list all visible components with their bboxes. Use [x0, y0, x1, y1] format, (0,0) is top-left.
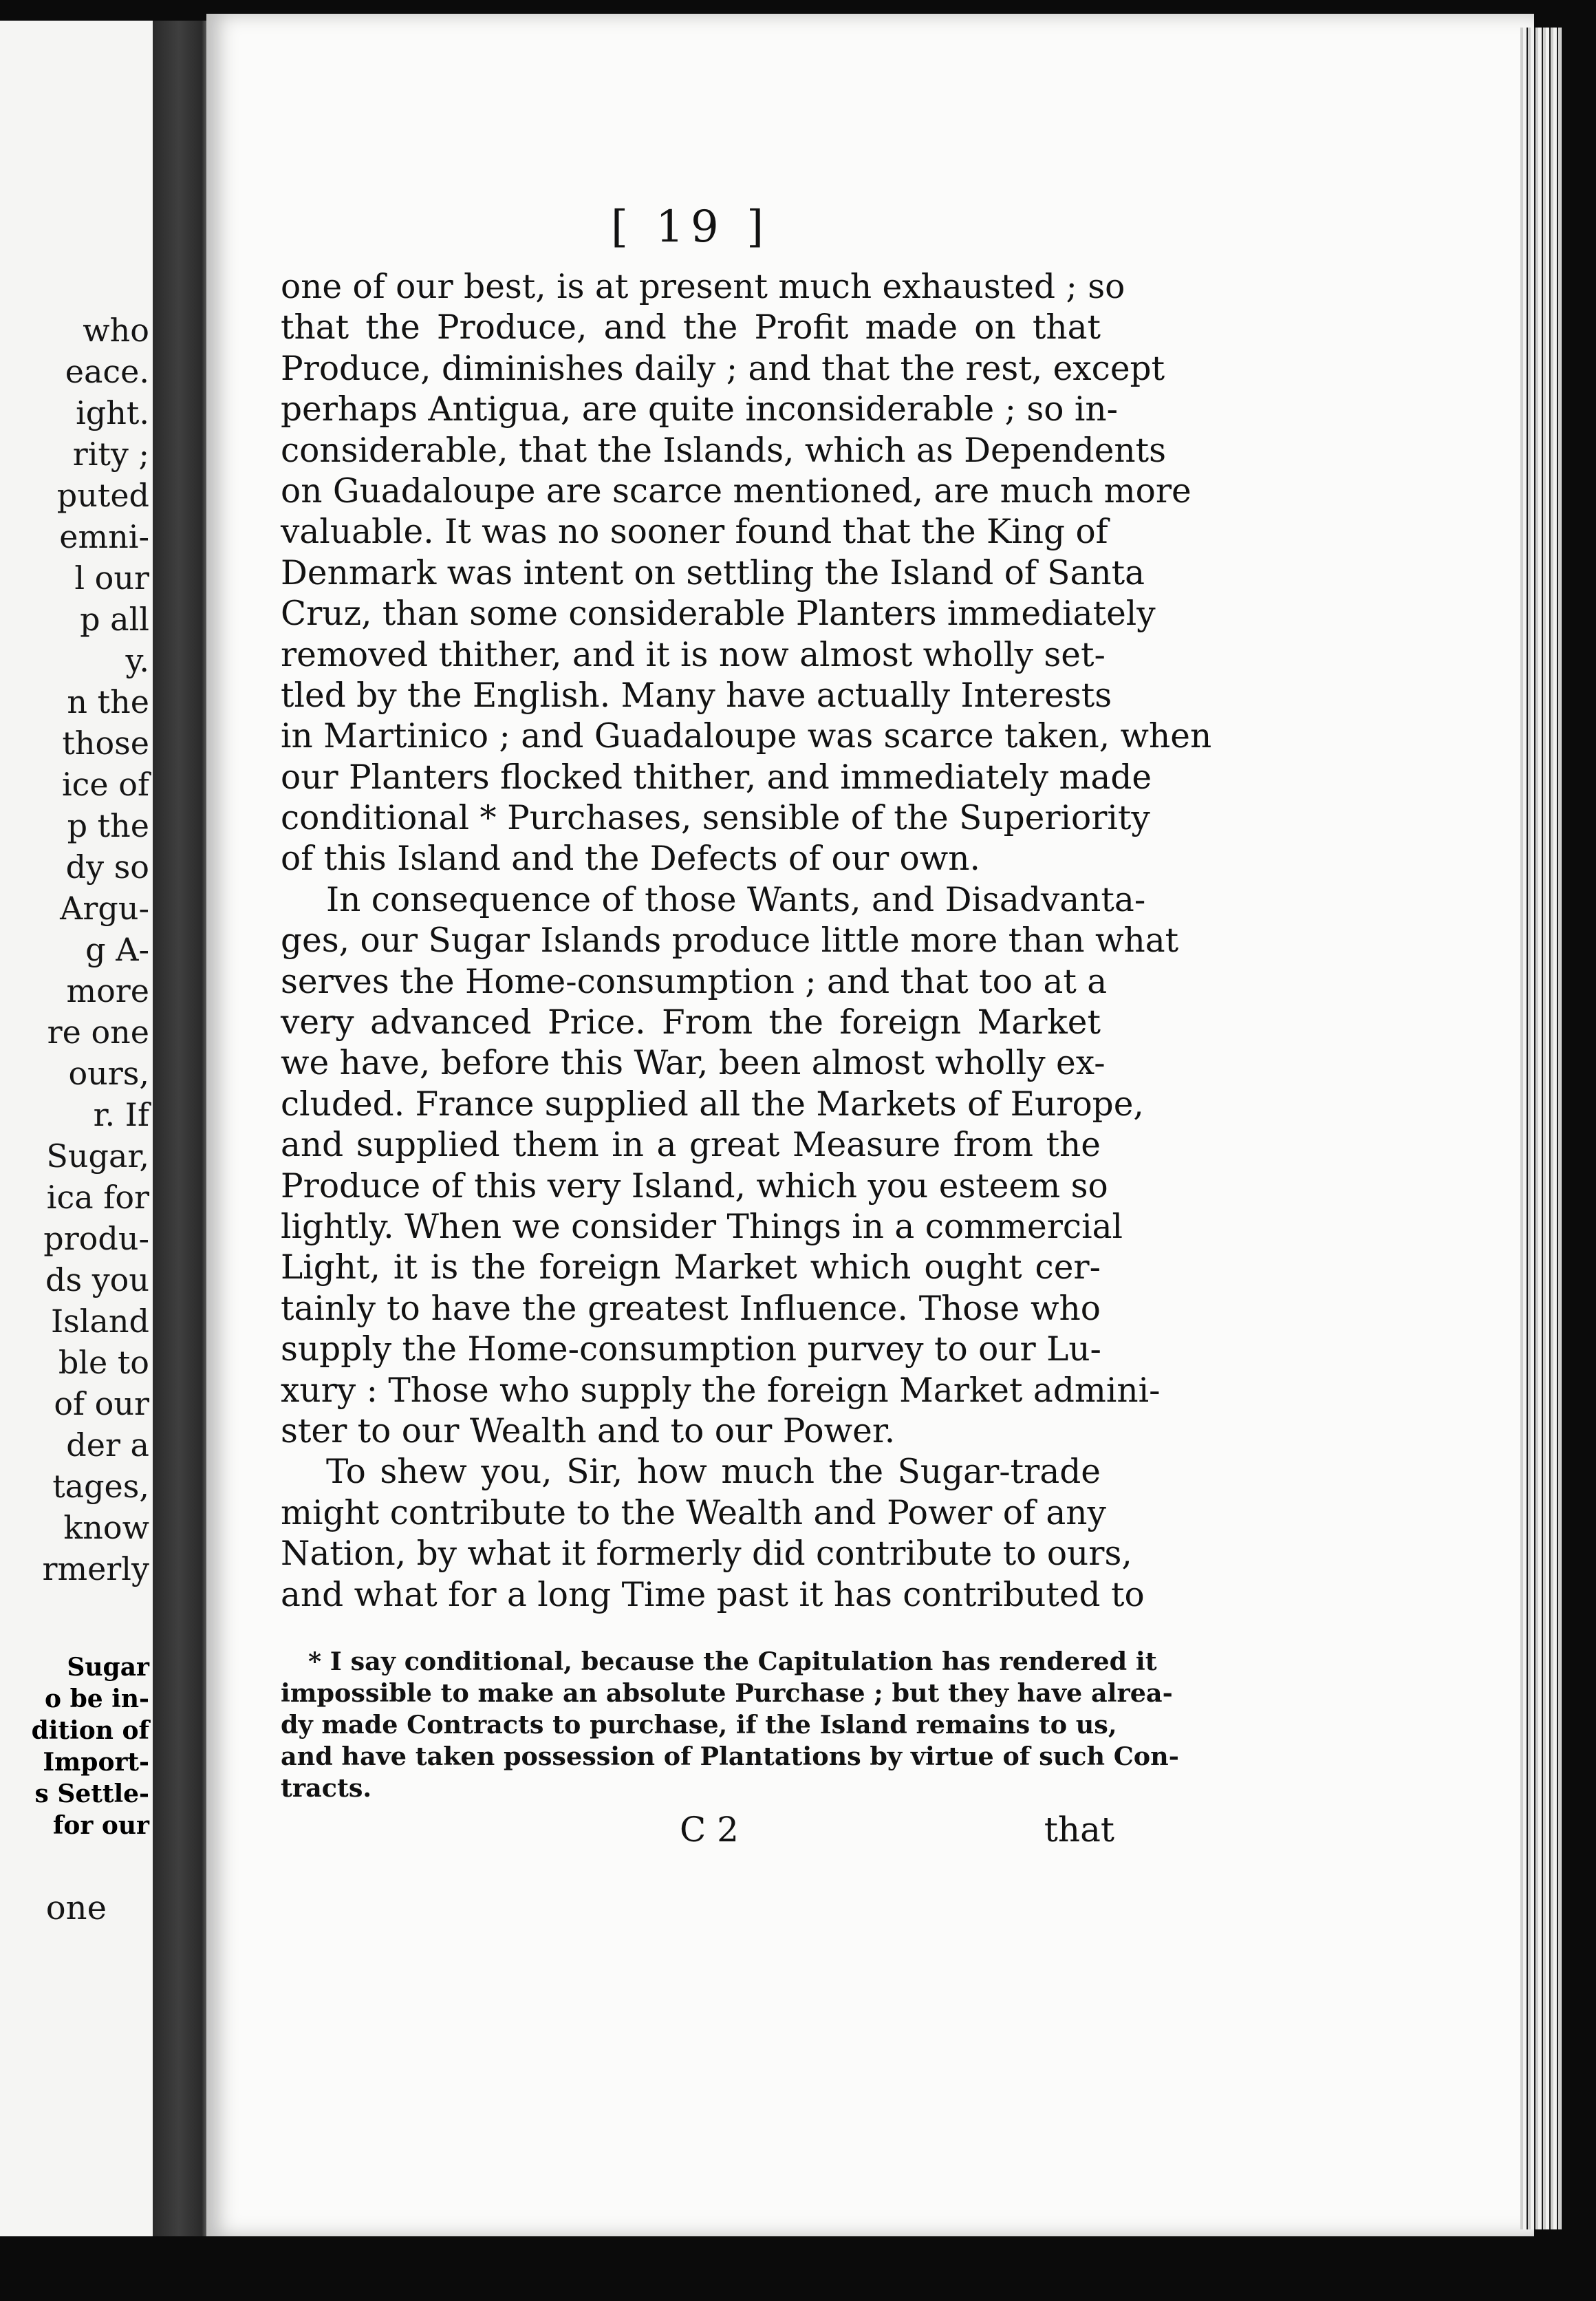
text-line: and have taken possession of Plantations by virtue of such Con- — [281, 1741, 1179, 1771]
text-line: ster to our Wealth and to our Power. — [281, 1411, 896, 1451]
text-line: Sugar, — [46, 1137, 149, 1175]
text-line: conditional * Purchases, sensible of the Superiority — [281, 799, 1150, 838]
text-line: removed thither, and it is now almost wholly set- — [281, 635, 1106, 674]
text-line: Nation, by what it formerly did contribute to ours, — [281, 1534, 1132, 1574]
text-line: s Settle- — [34, 1779, 149, 1808]
signature-mark: C 2 — [680, 1809, 739, 1850]
previous-page-footnote — [0, 1651, 149, 1841]
text-line: more — [66, 972, 149, 1009]
text-line: Denmark was intent on settling the Island of Santa — [281, 553, 1145, 592]
text-line: dition of — [31, 1716, 149, 1745]
text-line: that the Produce, and the Profit made on that — [281, 308, 1101, 347]
text-line: tages, — [52, 1468, 149, 1505]
text-line: puted — [56, 477, 149, 514]
text-line: ble to — [58, 1344, 149, 1381]
text-line: who — [83, 312, 149, 349]
text-line: cluded. France supplied all the Markets of Europe, — [281, 1084, 1144, 1124]
page-footer — [281, 1809, 1114, 1858]
text-line: very advanced Price. From the foreign Market — [281, 1003, 1101, 1042]
text-line: considerable, that the Islands, which as Dependents — [281, 431, 1167, 470]
text-line: one of our best, is at present much exhausted ; so — [281, 268, 1125, 306]
text-line: ight. — [76, 394, 149, 431]
text-line: impossible to make an absolute Purchase ; but they have alrea- — [281, 1678, 1173, 1708]
text-line: tled by the English. Many have actually Interests — [281, 676, 1112, 715]
text-line: we have, before this War, been almost wholly ex- — [281, 1044, 1106, 1083]
text-line: of this Island and the Defects of our own. — [281, 839, 980, 879]
text-line: dy made Contracts to purchase, if the Island remains to us, — [281, 1709, 1117, 1740]
page-number-header: [ 19 ] — [610, 202, 771, 253]
text-line: ges, our Sugar Islands produce little more than what — [281, 921, 1179, 961]
previous-page-catchword: one — [45, 1889, 107, 1927]
text-line: and what for a long Time past it has contributed to — [281, 1575, 1145, 1614]
text-line: p all — [80, 601, 149, 638]
text-line: der a — [66, 1426, 149, 1464]
text-line: lightly. When we consider Things in a commercial — [281, 1207, 1123, 1246]
text-line: * I say conditional, because the Capitulation has rendered it — [308, 1646, 1157, 1676]
text-line: tracts. — [281, 1773, 372, 1803]
text-line: of our — [54, 1385, 149, 1422]
text-line: In consequence of those Wants, and Disadvanta- — [326, 880, 1146, 919]
text-line: Argu- — [60, 890, 149, 927]
text-line: produ- — [43, 1220, 149, 1257]
text-line: might contribute to the Wealth and Power of any — [281, 1493, 1106, 1532]
text-line: those — [62, 725, 149, 762]
text-line: on Guadaloupe are scarce mentioned, are much more — [281, 471, 1191, 511]
text-line: Cruz, than some considerable Planters immediately — [281, 595, 1156, 634]
text-line: supply the Home-consumption purvey to our Lu- — [281, 1330, 1101, 1369]
text-line: ica for — [46, 1179, 149, 1216]
text-line: emni- — [59, 518, 149, 555]
text-line: re one — [47, 1014, 149, 1051]
text-line: Produce, diminishes daily ; and that the rest, except — [281, 349, 1165, 388]
body-text — [281, 267, 1212, 1616]
text-line: our Planters flocked thither, and immediately made — [281, 758, 1152, 797]
text-line: eace. — [65, 353, 149, 390]
page-text-block — [281, 200, 1212, 1858]
text-line: perhaps Antigua, are quite inconsiderable ; so in- — [281, 390, 1119, 429]
text-line: Produce of this very Island, which you esteem so — [281, 1166, 1108, 1206]
catchword: that — [1044, 1809, 1114, 1850]
text-line: Sugar — [67, 1653, 149, 1682]
previous-page-text — [0, 310, 149, 1590]
previous-page-fragment — [0, 21, 155, 2236]
text-line: n the — [67, 683, 149, 720]
text-line: ice of — [61, 766, 149, 803]
text-line: Island — [51, 1303, 149, 1340]
text-line: know — [63, 1509, 149, 1546]
text-line: for our — [52, 1811, 149, 1840]
text-line: Light, it is the foreign Market which ought cer- — [281, 1248, 1101, 1287]
text-line: tainly to have the greatest Influence. Those who — [281, 1289, 1101, 1328]
text-line: rmerly — [42, 1550, 149, 1587]
text-line: o be in- — [45, 1684, 149, 1713]
text-line: serves the Home-consumption ; and that too at a — [281, 962, 1108, 1001]
text-line: valuable. It was no sooner found that the King of — [281, 513, 1108, 552]
text-line: rity ; — [72, 436, 149, 473]
text-line: and supplied them in a great Measure from the — [281, 1126, 1101, 1165]
text-line: ours, — [68, 1055, 149, 1092]
text-line: ds you — [45, 1261, 149, 1298]
page-edges — [1520, 28, 1562, 2229]
text-line: g A- — [85, 931, 149, 968]
text-line: Import- — [43, 1748, 149, 1777]
text-line: xury : Those who supply the foreign Market admini- — [281, 1371, 1161, 1410]
text-line: p the — [67, 807, 149, 844]
text-line: dy so — [65, 848, 149, 886]
text-line: l our — [74, 559, 149, 597]
text-line: To shew you, Sir, how much the Sugar-trade — [326, 1453, 1101, 1492]
text-line: r. If — [93, 1096, 149, 1133]
text-line: y. — [125, 642, 149, 679]
text-line: in Martinico ; and Guadaloupe was scarce taken, when — [281, 717, 1212, 756]
footnote — [281, 1646, 1179, 1804]
